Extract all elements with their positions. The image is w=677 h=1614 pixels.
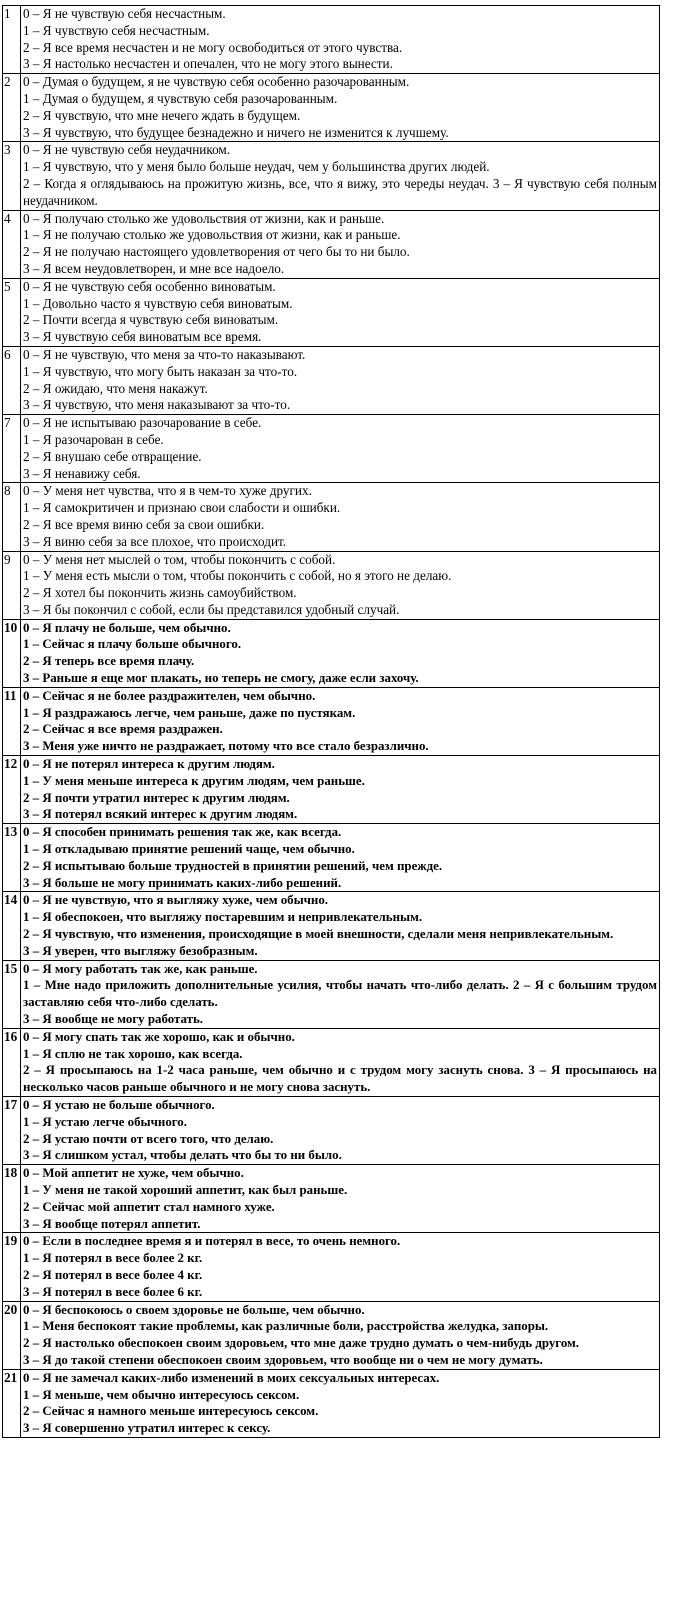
option-line: 0 – Я не чувствую себя несчастным. (23, 6, 226, 21)
item-number: 7 (3, 415, 21, 483)
option-line: 0 – Я получаю столько же удовольствия от жизни, как и раньше. (23, 210, 385, 226)
item-row (3, 210, 660, 278)
item-number: 12 (3, 756, 21, 824)
option-line: 1 – Я чувствую, что могу быть наказан за что-то. (23, 363, 298, 379)
item-row (3, 278, 660, 346)
option-line: 1 – Я раздражаюсь легче, чем раньше, даже по пустякам. (23, 705, 356, 720)
item-options (21, 74, 660, 142)
item-options (21, 824, 660, 892)
item-row (3, 142, 660, 210)
option-line: 1 – Я сплю не так хорошо, как всегда. (23, 1046, 243, 1061)
item-number: 5 (3, 278, 21, 346)
item-row (3, 960, 660, 1028)
item-number: 21 (3, 1369, 21, 1437)
option-line: 3 – Я всем неудовлетворен, и мне все надоело. (23, 260, 285, 276)
option-line: 3 – Я чувствую себя виноватым все время. (23, 329, 262, 345)
item-options (21, 619, 660, 687)
option-line: 2 – Я не получаю настоящего удовлетворения от чего бы то ни было. (23, 244, 410, 260)
option-line: 1 – Думая о будущем, я чувствую себя разочарованным. (23, 90, 338, 106)
option-line: 3 – Я до такой степени обеспокоен своим здоровьем, что вообще ни о чем не могу думать. (23, 1352, 543, 1367)
option-line: 1 – Довольно часто я чувствую себя виноватым. (23, 295, 293, 311)
item-number: 20 (3, 1301, 21, 1369)
item-row (3, 415, 660, 483)
item-options (21, 1097, 660, 1165)
option-line: 2 – Я ожидаю, что меня накажут. (23, 380, 208, 396)
option-line: 1 – У меня не такой хороший аппетит, как был раньше. (23, 1182, 348, 1197)
option-line: 3 – Я совершенно утратил интерес к сексу. (23, 1421, 271, 1436)
item-row (3, 74, 660, 142)
option-line: 1 – У меня есть мысли о том, чтобы покончить с собой, но я этого не делаю. (23, 568, 452, 584)
item-number: 8 (3, 483, 21, 551)
item-options (21, 1165, 660, 1233)
option-line: 0 – Я способен принимать решения так же, как всегда. (23, 825, 342, 840)
item-options (21, 6, 660, 74)
option-line: 3 – Раньше я еще мог плакать, но теперь не смогу, даже если захочу. (23, 671, 419, 686)
item-row (3, 619, 660, 687)
option-line: 1 – Я откладываю принятие решений чаще, чем обычно. (23, 842, 355, 857)
option-line: 3 – Я бы покончил с собой, если бы представился удобный случай. (23, 601, 400, 617)
item-row (3, 6, 660, 74)
inventory-table (2, 5, 660, 1438)
item-row (3, 1301, 660, 1369)
item-row (3, 892, 660, 960)
option-line: 0 – У меня нет чувства, что я в чем-то хуже других. (23, 483, 312, 499)
item-options (21, 1233, 660, 1301)
option-line: 3 – Я уверен, что выгляжу безобразным. (23, 943, 258, 958)
item-number: 1 (3, 6, 21, 74)
item-number: 17 (3, 1097, 21, 1165)
item-number: 3 (3, 142, 21, 210)
item-row (3, 824, 660, 892)
item-number: 4 (3, 210, 21, 278)
option-line: 2 – Я все время несчастен и не могу освободиться от этого чувства. (23, 39, 403, 55)
item-row (3, 1165, 660, 1233)
option-line: 0 – Я не чувствую, что меня за что-то наказывают. (23, 346, 306, 362)
option-line: 0 – Я могу работать так же, как раньше. (23, 961, 258, 976)
option-line: 0 – Я не чувствую себя особенно виноватым. (23, 278, 276, 294)
option-line: 1 – Сейчас я плачу больше обычного. (23, 637, 242, 652)
option-line: 3 – Я виню себя за все плохое, что происходит. (23, 533, 287, 549)
option-line: 1 – Я потерял в весе более 2 кг. (23, 1251, 203, 1266)
item-options (21, 1369, 660, 1437)
item-row (3, 483, 660, 551)
item-number: 15 (3, 960, 21, 1028)
item-number: 13 (3, 824, 21, 892)
option-line: 3 – Я больше не могу принимать каких-либо решений. (23, 875, 342, 890)
item-row (3, 687, 660, 755)
item-row (3, 551, 660, 619)
option-line: 2 – Я внушаю себе отвращение. (23, 448, 202, 464)
option-line: 2 – Я настолько обеспокоен своим здоровьем, что мне даже трудно думать о чем-нибудь другом. (23, 1336, 580, 1351)
option-line: 2 – Я потерял в весе более 4 кг. (23, 1267, 203, 1282)
item-row (3, 346, 660, 414)
option-line: 1 – Я не получаю столько же удовольствия от жизни, как и раньше. (23, 227, 401, 243)
option-line: 1 – Я разочарован в себе. (23, 431, 164, 447)
option-line: 2 – Я хотел бы покончить жизнь самоубийством. (23, 585, 297, 601)
option-line: 2 – Почти всегда я чувствую себя виноватым. (23, 312, 279, 328)
option-line: 0 – Я не чувствую себя неудачником. (23, 142, 231, 158)
option-line: 1 – Я обеспокоен, что выгляжу постаревшим и непривлекательным. (23, 910, 423, 925)
item-options (21, 892, 660, 960)
option-line: 2 – Я чувствую, что изменения, происходящие в моей внешности, сделали меня непривлекательным. (23, 927, 614, 942)
option-line: 1 – Мне надо приложить дополнительные усилия, чтобы начать что-либо делать. 2 – Я с большим трудом заставляю себя что-либо сделать. (23, 978, 657, 1010)
item-options (21, 1301, 660, 1369)
item-number: 18 (3, 1165, 21, 1233)
option-line: 3 – Я вообще потерял аппетит. (23, 1216, 201, 1231)
item-row (3, 1233, 660, 1301)
option-line: 3 – Меня уже ничто не раздражает, потому что все стало безразлично. (23, 739, 429, 754)
option-line: 2 – Я все время виню себя за свои ошибки. (23, 516, 265, 532)
option-line: 3 – Я чувствую, что будущее безнадежно и ничего не изменится к лучшему. (23, 124, 449, 140)
option-line: 0 – Я устаю не больше обычного. (23, 1098, 215, 1112)
item-number: 10 (3, 619, 21, 687)
option-line: 3 – Я вообще не могу работать. (23, 1012, 203, 1027)
option-line: 1 – Я меньше, чем обычно интересуюсь сексом. (23, 1387, 300, 1402)
item-options (21, 346, 660, 414)
item-number: 6 (3, 346, 21, 414)
option-line: 0 – Я не замечал каких-либо изменений в моих сексуальных интересах. (23, 1370, 440, 1385)
option-line: 2 – Сейчас я намного меньше интересуюсь сексом. (23, 1404, 319, 1419)
option-line: 1 – Я чувствую, что у меня было больше неудач, чем у большинства других людей. (23, 159, 490, 175)
option-line: 2 – Я испытываю больше трудностей в принятии решений, чем прежде. (23, 858, 443, 873)
item-options (21, 278, 660, 346)
option-line: 0 – Я беспокоюсь о своем здоровье не больше, чем обычно. (23, 1302, 365, 1317)
option-line: 1 – Я самокритичен и признаю свои слабости и ошибки. (23, 500, 341, 516)
option-line: 3 – Я слишком устал, чтобы делать что бы то ни было. (23, 1148, 342, 1163)
inventory-rows (3, 6, 660, 1438)
option-line: 1 – Меня беспокоят такие проблемы, как различные боли, расстройства желудка, запоры. (23, 1319, 549, 1334)
item-number: 19 (3, 1233, 21, 1301)
item-options (21, 1028, 660, 1096)
item-options (21, 415, 660, 483)
option-line: 0 – Думая о будущем, я не чувствую себя особенно разочарованным. (23, 74, 410, 90)
option-line: 2 – Я чувствую, что мне нечего ждать в будущем. (23, 107, 301, 123)
option-line: 0 – Я не чувствую, что я выгляжу хуже, чем обычно. (23, 893, 329, 908)
item-options (21, 142, 660, 210)
option-line: 3 – Я потерял в весе более 6 кг. (23, 1284, 203, 1299)
item-number: 2 (3, 74, 21, 142)
option-line: 3 – Я чувствую, что меня наказывают за что-то. (23, 397, 291, 413)
item-options (21, 551, 660, 619)
option-line: 2 – Я теперь все время плачу. (23, 654, 195, 669)
item-options (21, 960, 660, 1028)
option-line: 0 – Я могу спать так же хорошо, как и обычно. (23, 1029, 295, 1044)
item-options (21, 756, 660, 824)
option-line: 0 – Мой аппетит не хуже, чем обычно. (23, 1166, 244, 1181)
item-options (21, 687, 660, 755)
option-line: 0 – Если в последнее время я и потерял в весе, то очень немного. (23, 1234, 401, 1249)
item-row (3, 1028, 660, 1096)
item-options (21, 210, 660, 278)
option-line: 2 – Я просыпаюсь на 1-2 часа раньше, чем обычно и с трудом могу заснуть снова. 3 – Я просыпаюсь на несколько часов раньше обычного и не могу снова заснуть. (23, 1063, 657, 1095)
option-line: 0 – У меня нет мыслей о том, чтобы покончить с собой. (23, 551, 336, 567)
option-line: 2 – Я почти утратил интерес к другим людям. (23, 790, 290, 805)
option-line: 0 – Сейчас я не более раздражителен, чем обычно. (23, 688, 316, 703)
option-line: 0 – Я плачу не больше, чем обычно. (23, 620, 231, 635)
option-line: 0 – Я не потерял интереса к другим людям. (23, 757, 275, 772)
option-line: 2 – Я устаю почти от всего того, что делаю. (23, 1131, 274, 1146)
item-number: 16 (3, 1028, 21, 1096)
option-line: 1 – Я устаю легче обычного. (23, 1114, 187, 1129)
option-line: 3 – Я настолько несчастен и опечален, что не могу этого вынести. (23, 56, 393, 72)
option-line: 3 – Я потерял всякий интерес к другим людям. (23, 807, 298, 822)
option-line: 2 – Когда я оглядываюсь на прожитую жизнь, все, что я вижу, это череды неудач. 3 – Я чувствую себя полным неудачником. (23, 175, 657, 208)
option-line: 3 – Я ненавижу себя. (23, 465, 141, 481)
option-line: 1 – У меня меньше интереса к другим людям, чем раньше. (23, 773, 365, 788)
option-line: 2 – Сейчас я все время раздражен. (23, 722, 223, 737)
item-number: 14 (3, 892, 21, 960)
item-number: 9 (3, 551, 21, 619)
option-line: 2 – Сейчас мой аппетит стал намного хуже. (23, 1199, 275, 1214)
item-options (21, 483, 660, 551)
item-row (3, 1097, 660, 1165)
item-row (3, 1369, 660, 1437)
option-line: 1 – Я чувствую себя несчастным. (23, 22, 210, 38)
item-row (3, 756, 660, 824)
item-number: 11 (3, 687, 21, 755)
option-line: 0 – Я не испытываю разочарование в себе. (23, 415, 262, 431)
